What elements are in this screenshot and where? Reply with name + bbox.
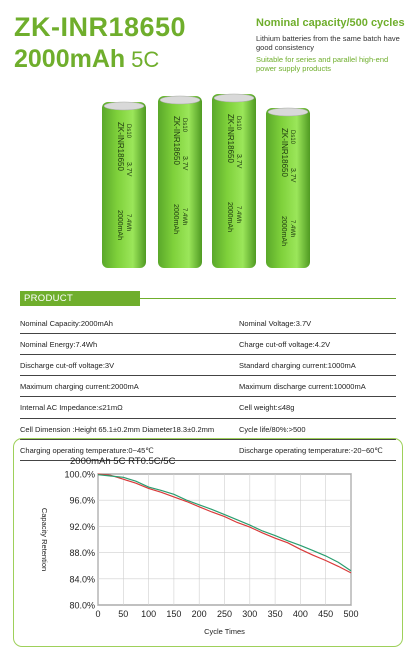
battery-label-code: Ds10 (181, 118, 187, 133)
battery-cap (160, 96, 200, 104)
x-tick-label: 150 (166, 609, 182, 619)
battery-label-energy: 7.4Wh (289, 220, 295, 238)
x-tick-label: 100 (141, 609, 157, 619)
param-charge-temp: Charging operating temperature:0~45℃ (20, 445, 154, 455)
y-axis-label: Capacity Retention (40, 507, 49, 572)
battery-label-energy: 7.4Wh (181, 208, 187, 226)
battery-cell (102, 102, 146, 268)
param-impedance: Internal AC Impedance:≤21mΩ (20, 403, 123, 412)
battery-label-brand: ZK-INR18650 (172, 116, 181, 165)
battery-label-energy: 7.4Wh (125, 214, 131, 232)
battery-label-brand: ZK-INR18650 (280, 128, 289, 177)
x-tick-label: 50 (118, 609, 129, 619)
battery-cap (268, 108, 308, 116)
y-tick-label: 96.0% (69, 495, 95, 506)
battery-cell (158, 96, 202, 268)
param-discharge-cutoff: Discharge cut-off voltage:3V (20, 360, 115, 370)
rate-value: 5C (131, 47, 160, 72)
x-tick-label: 450 (318, 609, 334, 619)
param-nominal-voltage: Nominal Voltage:3.7V (239, 318, 312, 328)
param-nominal-capacity: Nominal Capacity:2000mAh (20, 318, 113, 328)
x-tick-label: 200 (191, 609, 207, 619)
param-weight: Cell weight:≤48g (239, 403, 295, 412)
battery-label-energy: 7.4Wh (235, 206, 241, 224)
battery-label-capacity: 2000mAh (116, 210, 123, 240)
y-tick-label: 100.0% (64, 469, 95, 480)
battery-label-capacity: 2000mAh (172, 204, 179, 234)
chart-title: 2000mAh 5C RT0.5C/5C (70, 456, 176, 467)
battery-label-brand: ZK-INR18650 (116, 122, 125, 171)
capacity-title (14, 44, 159, 75)
battery-label-capacity: 2000mAh (280, 216, 287, 246)
param-standard-charging: Standard charging current:1000mA (239, 360, 356, 370)
x-tick-label: 350 (267, 609, 283, 619)
param-cycle-life: Cycle life/80%:>500 (239, 424, 306, 434)
param-row (20, 334, 396, 355)
model-title: ZK-INR18650 (14, 12, 187, 42)
battery-label-capacity: 2000mAh (226, 202, 233, 232)
x-tick-label: 300 (242, 609, 258, 619)
battery-cell (212, 94, 256, 268)
battery-label-voltage: 3.7V (289, 168, 296, 183)
battery-label-voltage: 3.7V (235, 154, 242, 169)
battery-label-brand: ZK-INR18650 (226, 114, 235, 163)
section-title: PRODUCT PARAMETERS (20, 291, 140, 306)
highlight-application: Suitable for series and parallel high-end power supply products (256, 55, 389, 73)
param-max-charging: Maximum charging current:2000mA (20, 381, 139, 391)
battery-label-voltage: 3.7V (181, 156, 188, 171)
param-row (20, 419, 396, 440)
section-rule (140, 298, 396, 299)
battery-cap (104, 102, 144, 110)
battery-label-code: Ds10 (289, 130, 295, 145)
battery-label-code: Ds10 (235, 116, 241, 131)
battery-cap (214, 94, 254, 102)
battery-label-voltage: 3.7V (125, 162, 132, 177)
y-tick-label: 80.0% (69, 600, 95, 611)
x-tick-label: 400 (292, 609, 308, 619)
battery-cell (266, 108, 310, 268)
param-max-discharge: Maximum discharge current:10000mA (239, 381, 366, 391)
highlight-title: Nominal capacity/500 cycles (256, 17, 405, 29)
y-tick-label: 88.0% (69, 548, 95, 559)
capacity-value: 2000mAh (14, 45, 126, 73)
y-tick-label: 84.0% (69, 574, 95, 585)
y-tick-label: 92.0% (69, 521, 95, 532)
param-nominal-energy: Nominal Energy:7.4Wh (20, 339, 98, 349)
param-dimension: Cell Dimension :Height 65.1±0.2mm Diameter18.3±0.2mm (20, 424, 215, 434)
cycle-chart (14, 440, 402, 645)
param-row (20, 313, 396, 334)
param-row (20, 376, 396, 397)
x-tick-label: 250 (216, 609, 233, 619)
param-charge-cutoff: Charge cut-off voltage:4.2V (239, 339, 331, 349)
x-tick-label: 500 (343, 609, 359, 619)
x-axis-label: Cycle Times (204, 627, 245, 636)
x-tick-label: 0 (95, 609, 101, 619)
param-discharge-temp: Discharge operating temperature:-20~60℃ (239, 445, 383, 455)
battery-image (100, 88, 320, 288)
battery-label-code: Ds10 (125, 124, 131, 139)
highlight-consistency: Lithium batteries from the same batch have good consistency (256, 34, 400, 52)
param-row (20, 397, 396, 419)
param-row (20, 355, 396, 376)
